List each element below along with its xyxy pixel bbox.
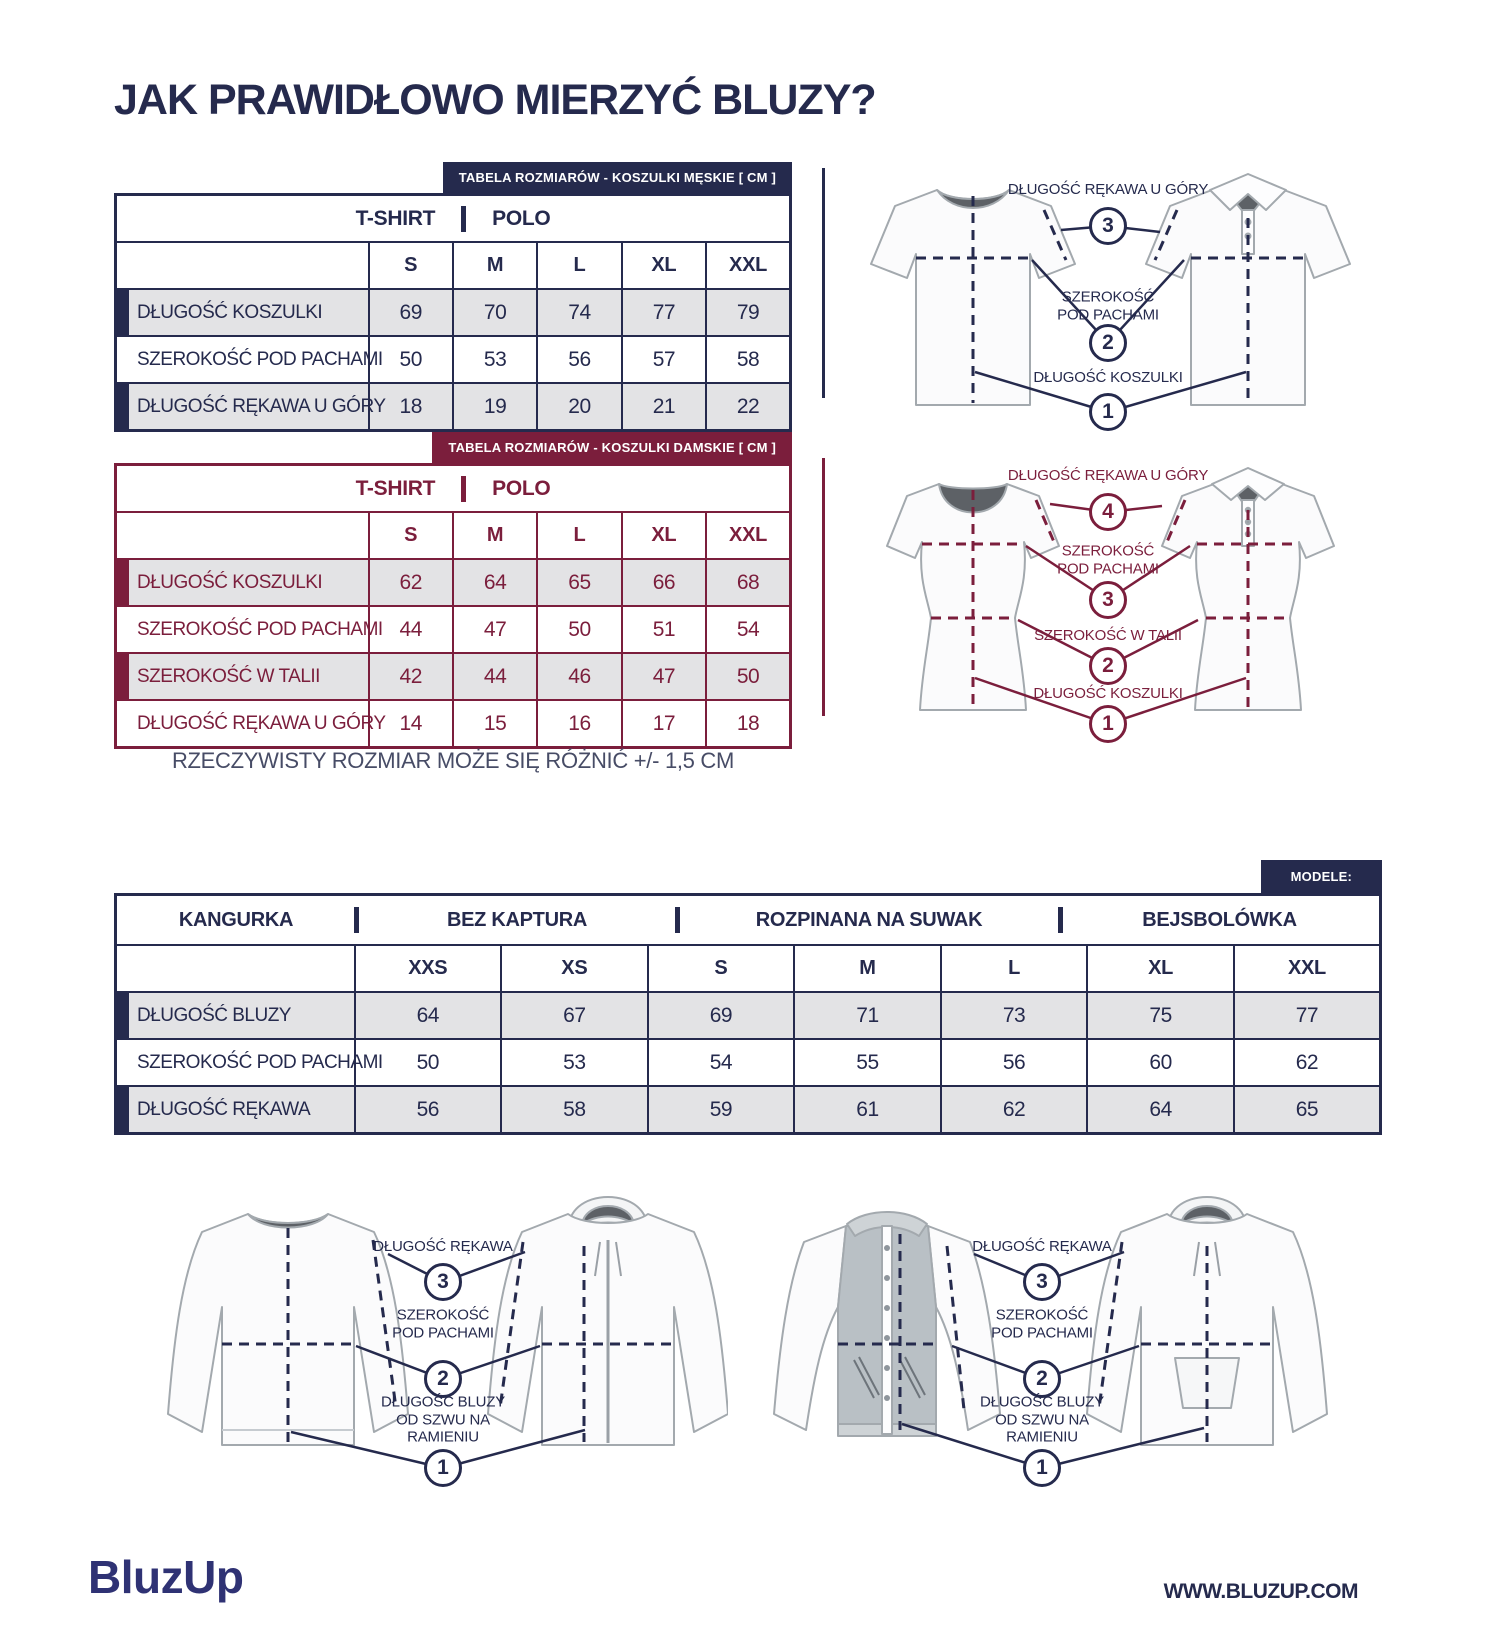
table-row bbox=[116, 289, 791, 336]
garment-type-tshirt: T-SHIRT bbox=[355, 206, 436, 230]
callout-label: DŁUGOŚĆ RĘKAWA U GÓRY bbox=[1007, 467, 1209, 485]
callout-number: 1 bbox=[1089, 393, 1127, 431]
zip-hoodie-illustration bbox=[488, 1197, 728, 1445]
garment-type-polo: POLO bbox=[492, 476, 551, 500]
band-separator bbox=[461, 206, 466, 232]
website-url: WWW.BLUZUP.COM bbox=[1163, 1580, 1358, 1603]
measurement-label: DŁUGOŚĆ KOSZULKI bbox=[116, 289, 369, 336]
size-value-cell: 59 bbox=[648, 1086, 795, 1134]
mens-shirts-diagram bbox=[828, 160, 1388, 432]
model-kangurka: KANGURKA bbox=[178, 908, 294, 931]
size-value-cell: 16 bbox=[537, 700, 621, 748]
measurement-label: SZEROKOŚĆ POD PACHAMI bbox=[116, 336, 369, 383]
womens-polo-illustration bbox=[1162, 468, 1334, 710]
measurement-label: DŁUGOŚĆ RĘKAWA U GÓRY bbox=[116, 700, 369, 748]
garment-type-band bbox=[116, 465, 791, 513]
size-value-cell: 53 bbox=[501, 1039, 648, 1086]
size-value-cell: 70 bbox=[453, 289, 537, 336]
callout-number: 2 bbox=[1089, 647, 1127, 685]
womens-size-table bbox=[114, 463, 792, 749]
size-header-row bbox=[116, 945, 1381, 992]
mens-size-table bbox=[114, 193, 792, 432]
size-value-cell: 44 bbox=[369, 606, 453, 653]
callout-label: DŁUGOŚĆ RĘKAWA bbox=[972, 1238, 1112, 1256]
measurement-label: SZEROKOŚĆ W TALII bbox=[116, 653, 369, 700]
size-header: L bbox=[537, 242, 621, 289]
empty-corner-cell bbox=[116, 242, 369, 289]
callout-number: 3 bbox=[1089, 207, 1127, 245]
callout-label: SZEROKOŚĆ W TALII bbox=[1034, 627, 1182, 645]
brand-logo: BluzUp bbox=[88, 1551, 244, 1603]
measurement-label: DŁUGOŚĆ RĘKAWA U GÓRY bbox=[116, 383, 369, 431]
size-value-cell: 65 bbox=[1234, 1086, 1381, 1134]
size-value-cell: 71 bbox=[794, 992, 941, 1039]
callout-number: 3 bbox=[1023, 1263, 1061, 1301]
size-header: M bbox=[794, 945, 941, 992]
size-header-row bbox=[116, 242, 791, 289]
garment-type-polo: POLO bbox=[492, 206, 551, 230]
size-value-cell: 54 bbox=[648, 1039, 795, 1086]
divider bbox=[822, 458, 825, 716]
callout-number: 2 bbox=[1023, 1360, 1061, 1398]
callout-number: 3 bbox=[1089, 581, 1127, 619]
size-value-cell: 64 bbox=[1087, 1086, 1234, 1134]
size-value-cell: 56 bbox=[355, 1086, 502, 1134]
model-bejsbolowka: BEJSBOLÓWKA bbox=[1142, 908, 1297, 931]
size-tolerance-note: RZECZYWISTY ROZMIAR MOŻE SIĘ RÓŻNIĆ +/- 1,5 CM bbox=[171, 748, 735, 773]
table-row bbox=[116, 1039, 1381, 1086]
size-value-cell: 79 bbox=[706, 289, 790, 336]
size-header: XL bbox=[622, 242, 706, 289]
size-value-cell: 62 bbox=[369, 559, 453, 606]
mens-size-table-section bbox=[114, 162, 792, 432]
size-header: M bbox=[453, 512, 537, 559]
callout-label: SZEROKOŚĆ POD PACHAMI bbox=[1057, 288, 1159, 323]
garment-type-band bbox=[116, 195, 791, 243]
size-value-cell: 61 bbox=[794, 1086, 941, 1134]
table-row bbox=[116, 700, 791, 748]
size-value-cell: 62 bbox=[941, 1086, 1088, 1134]
womens-size-table-section bbox=[114, 432, 792, 749]
size-header: XXL bbox=[706, 512, 790, 559]
size-value-cell: 57 bbox=[622, 336, 706, 383]
size-value-cell: 53 bbox=[453, 336, 537, 383]
divider bbox=[822, 168, 825, 398]
size-value-cell: 50 bbox=[355, 1039, 502, 1086]
size-value-cell: 22 bbox=[706, 383, 790, 431]
size-header: S bbox=[648, 945, 795, 992]
callout-label: DŁUGOŚĆ KOSZULKI bbox=[1033, 369, 1183, 387]
measurement-label: DŁUGOŚĆ KOSZULKI bbox=[116, 559, 369, 606]
callout-number: 2 bbox=[1089, 324, 1127, 362]
size-value-cell: 50 bbox=[537, 606, 621, 653]
callout-label: DŁUGOŚĆ KOSZULKI bbox=[1033, 685, 1183, 703]
empty-corner-cell bbox=[116, 512, 369, 559]
size-value-cell: 14 bbox=[369, 700, 453, 748]
size-value-cell: 18 bbox=[706, 700, 790, 748]
table-row bbox=[116, 336, 791, 383]
model-bez-kaptura: BEZ KAPTURA bbox=[446, 908, 588, 931]
womens-table-badge: TABELA ROZMIARÓW - KOSZULKI DAMSKIE [ CM ] bbox=[432, 432, 792, 463]
model-rozpinana: ROZPINANA NA SUWAK bbox=[755, 908, 983, 931]
measurement-label: DŁUGOŚĆ BLUZY bbox=[116, 992, 355, 1039]
size-header: L bbox=[941, 945, 1088, 992]
models-band bbox=[116, 895, 1381, 946]
size-value-cell: 51 bbox=[622, 606, 706, 653]
callout-number: 1 bbox=[1023, 1449, 1061, 1487]
callout-number: 1 bbox=[424, 1449, 462, 1487]
empty-corner-cell bbox=[116, 945, 355, 992]
band-separator bbox=[461, 476, 466, 502]
size-value-cell: 60 bbox=[1087, 1039, 1234, 1086]
callout-label: SZEROKOŚĆ POD PACHAMI bbox=[991, 1306, 1093, 1341]
callout-number: 2 bbox=[424, 1360, 462, 1398]
size-value-cell: 64 bbox=[355, 992, 502, 1039]
callout-label: DŁUGOŚĆ BLUZY OD SZWU NA RAMIENIU bbox=[979, 1393, 1105, 1446]
sweatshirts-diagram bbox=[148, 1162, 728, 1492]
size-value-cell: 58 bbox=[706, 336, 790, 383]
size-header: XS bbox=[501, 945, 648, 992]
size-header: S bbox=[369, 512, 453, 559]
models-size-table bbox=[114, 893, 1382, 1135]
size-value-cell: 56 bbox=[941, 1039, 1088, 1086]
size-value-cell: 55 bbox=[794, 1039, 941, 1086]
size-value-cell: 20 bbox=[537, 383, 621, 431]
measurement-label: DŁUGOŚĆ RĘKAWA bbox=[116, 1086, 355, 1134]
garment-type-tshirt: T-SHIRT bbox=[355, 476, 436, 500]
size-value-cell: 74 bbox=[537, 289, 621, 336]
table-row bbox=[116, 559, 791, 606]
mens-table-badge: TABELA ROZMIARÓW - KOSZULKI MĘSKIE [ CM ] bbox=[443, 162, 792, 193]
size-value-cell: 67 bbox=[501, 992, 648, 1039]
table-row bbox=[116, 1086, 1381, 1134]
size-value-cell: 75 bbox=[1087, 992, 1234, 1039]
size-value-cell: 54 bbox=[706, 606, 790, 653]
size-value-cell: 17 bbox=[622, 700, 706, 748]
size-value-cell: 47 bbox=[622, 653, 706, 700]
size-value-cell: 62 bbox=[1234, 1039, 1381, 1086]
callout-label: SZEROKOŚĆ POD PACHAMI bbox=[392, 1306, 494, 1341]
callout-label: DŁUGOŚĆ RĘKAWA U GÓRY bbox=[1007, 181, 1209, 199]
table-row bbox=[116, 606, 791, 653]
jackets-diagram bbox=[742, 1162, 1332, 1492]
size-value-cell: 15 bbox=[453, 700, 537, 748]
size-value-cell: 44 bbox=[453, 653, 537, 700]
size-value-cell: 42 bbox=[369, 653, 453, 700]
size-header: XL bbox=[1087, 945, 1234, 992]
models-table-section bbox=[114, 860, 1382, 1135]
table-row bbox=[116, 653, 791, 700]
size-header: L bbox=[537, 512, 621, 559]
table-row bbox=[116, 383, 791, 431]
callout-label: SZEROKOŚĆ POD PACHAMI bbox=[1057, 542, 1159, 577]
measurement-label: SZEROKOŚĆ POD PACHAMI bbox=[116, 1039, 355, 1086]
size-value-cell: 73 bbox=[941, 992, 1088, 1039]
size-header: XL bbox=[622, 512, 706, 559]
size-value-cell: 65 bbox=[537, 559, 621, 606]
size-value-cell: 64 bbox=[453, 559, 537, 606]
size-value-cell: 18 bbox=[369, 383, 453, 431]
size-value-cell: 50 bbox=[369, 336, 453, 383]
size-value-cell: 77 bbox=[1234, 992, 1381, 1039]
size-value-cell: 21 bbox=[622, 383, 706, 431]
size-header: XXL bbox=[1234, 945, 1381, 992]
callout-number: 3 bbox=[424, 1263, 462, 1301]
callout-label: DŁUGOŚĆ BLUZY OD SZWU NA RAMIENIU bbox=[380, 1393, 506, 1446]
table-row bbox=[116, 992, 1381, 1039]
size-value-cell: 58 bbox=[501, 1086, 648, 1134]
callout-number: 1 bbox=[1089, 705, 1127, 743]
size-value-cell: 66 bbox=[622, 559, 706, 606]
size-value-cell: 77 bbox=[622, 289, 706, 336]
size-value-cell: 56 bbox=[537, 336, 621, 383]
size-header: S bbox=[369, 242, 453, 289]
size-value-cell: 68 bbox=[706, 559, 790, 606]
page-title: JAK PRAWIDŁOWO MIERZYĆ BLUZY? bbox=[114, 76, 876, 124]
size-value-cell: 19 bbox=[453, 383, 537, 431]
size-header: M bbox=[453, 242, 537, 289]
size-value-cell: 46 bbox=[537, 653, 621, 700]
callout-label: DŁUGOŚĆ RĘKAWA bbox=[373, 1238, 513, 1256]
size-header: XXS bbox=[355, 945, 502, 992]
womens-shirts-diagram bbox=[828, 448, 1388, 744]
size-value-cell: 47 bbox=[453, 606, 537, 653]
size-value-cell: 69 bbox=[648, 992, 795, 1039]
size-value-cell: 69 bbox=[369, 289, 453, 336]
models-badge: MODELE: bbox=[1261, 860, 1382, 893]
callout-number: 4 bbox=[1089, 493, 1127, 531]
size-value-cell: 50 bbox=[706, 653, 790, 700]
size-header-row bbox=[116, 512, 791, 559]
measurement-label: SZEROKOŚĆ POD PACHAMI bbox=[116, 606, 369, 653]
size-header: XXL bbox=[706, 242, 790, 289]
